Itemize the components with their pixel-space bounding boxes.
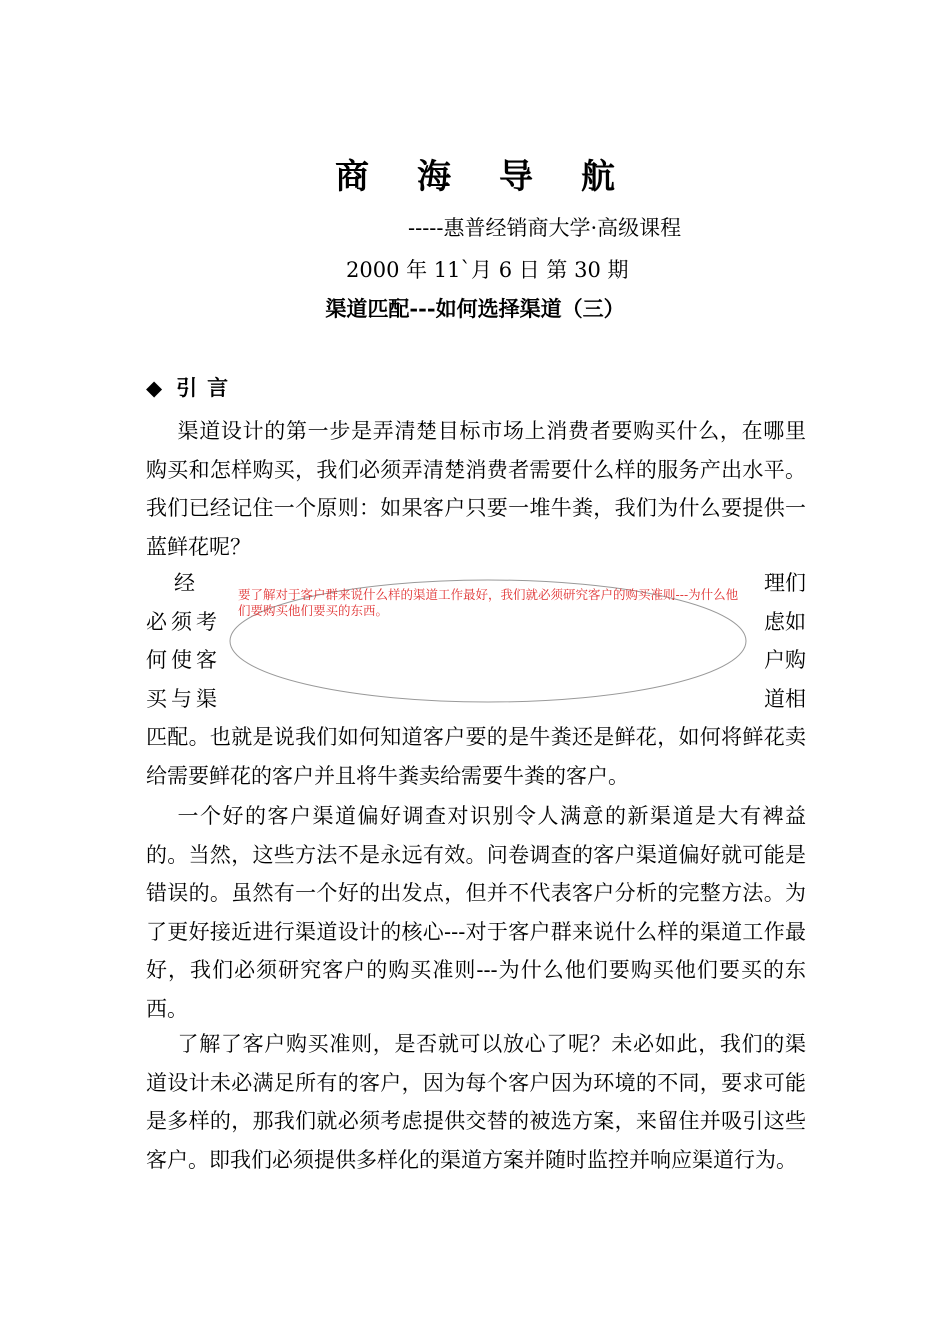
article-title: 渠道匹配---如何选择渠道（三） [325,296,625,321]
issue-line: 2000 年 11`月 6 日 第 30 期 [346,258,629,282]
paragraph-2-text: 匹配。也就是说我们如何知道客户要的是牛粪还是鲜花，如何将鲜花卖给需要鲜花的客户并且将牛粪卖给需要牛粪的客户。 [146,725,806,788]
diamond-bullet-icon: ◆ [146,375,163,400]
wrapped-text-left [146,564,221,718]
document-title: 商海导航 [335,157,663,197]
wrap-right-line: 理们 [764,571,806,595]
callout-text: 要了解对于客户群来说什么样的渠道工作最好，我们就必须研究客户的购买准则---为什么他们要购买他们要买的东西。 [238,587,739,618]
paragraph-4-text: 了解了客户购买准则，是否就可以放心了呢？未必如此，我们的渠道设计未必满足所有的客户，因为每个客户因为环境的不同，要求可能是多样的，那我们就必须考虑提供交替的被选方案，来留住并吸引这些客户。即我们必须提供多样化的渠道方案并随时监控并响应渠道行为。 [146,1032,806,1172]
paragraph-2-continued [146,718,806,795]
wrap-right-line: 虑如 [764,609,806,634]
paragraph-3-text: 一个好的客户渠道偏好调查对识别令人满意的新渠道是大有裨益的。当然，这些方法不是永远有效。问卷调查的客户渠道偏好就可能是错误的。虽然有一个好的出发点，但并不代表客户分析的完整方法。为了更好接近进行渠道设计的核心---对于客户群来说什么样的渠道工作最好，我们必须研究客户的购买准则---为什么他们要购买他们要买的东西。 [146,804,806,1021]
paragraph-1 [146,412,806,566]
paragraph-1-text: 渠道设计的第一步是弄清楚目标市场上消费者要购买什么，在哪里购买和怎样购买，我们必须弄清楚消费者需要什么样的服务产出水平。我们已经记住一个原则：如果客户只要一堆牛粪，我们为什么要提供一蓝鲜花呢？ [146,419,806,559]
document-subtitle: -----惠普经销商大学·高级课程 [408,216,682,240]
section-heading-text: 引言 [176,375,239,400]
wrap-left-line: 经 [174,571,195,595]
wrap-right-line: 户购 [764,648,806,672]
paragraph-3 [146,797,806,1028]
wrapped-text-right [760,564,806,718]
paragraph-4 [146,1025,806,1179]
wrap-left-line: 买与渠 [146,686,221,711]
wrap-left-line: 何使客 [146,648,221,672]
wrap-left-line: 必须考 [146,609,221,634]
section-heading [146,372,238,404]
wrap-right-line: 道相 [764,686,806,711]
